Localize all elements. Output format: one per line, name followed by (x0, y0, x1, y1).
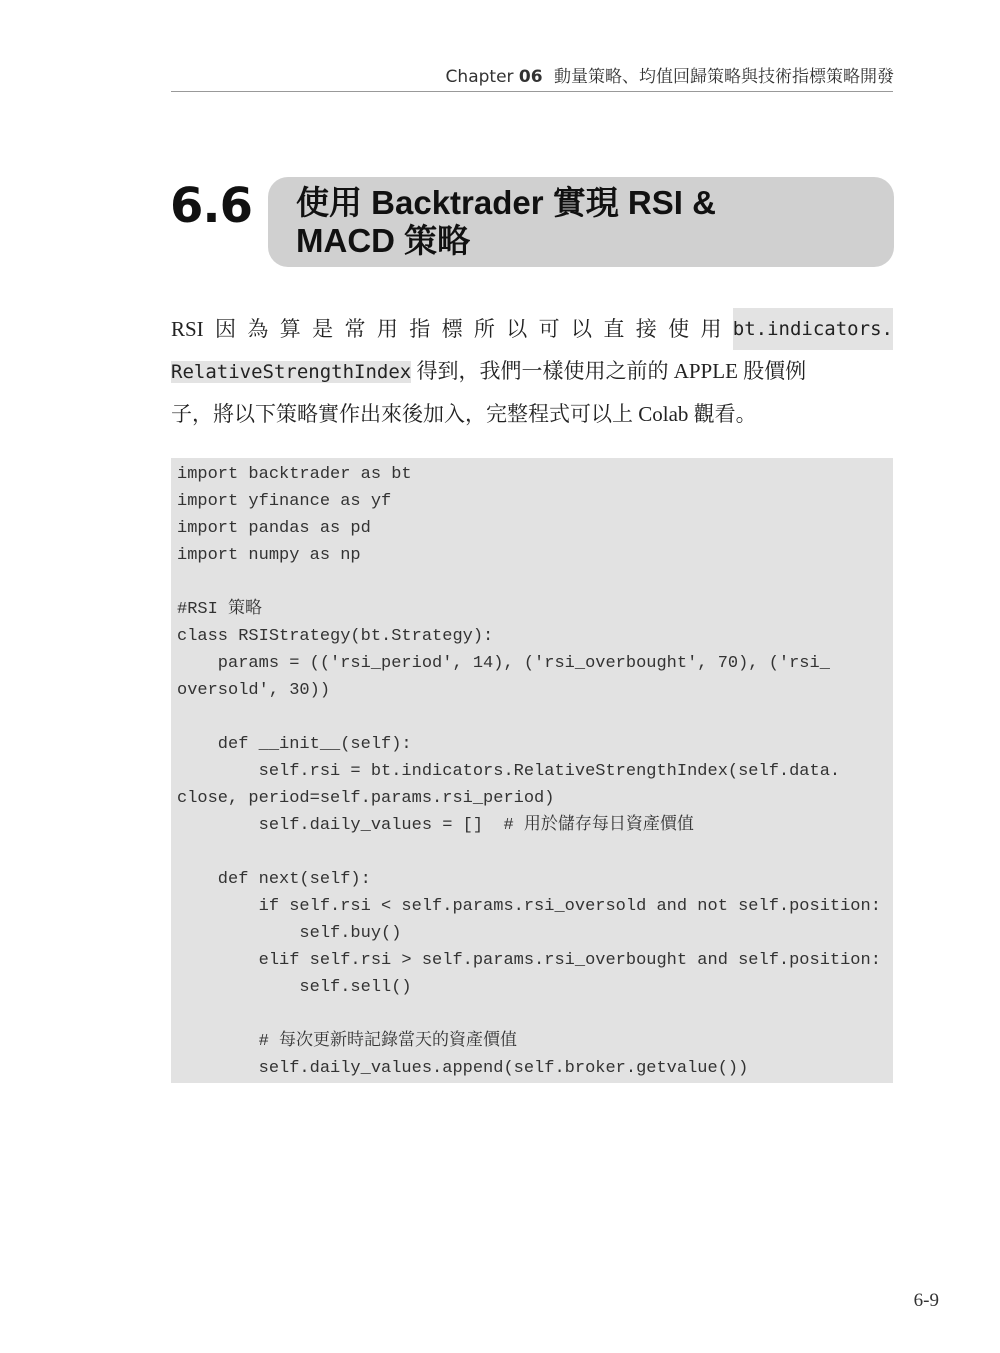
code-line: close, period=self.params.rsi_period) (177, 789, 555, 808)
paragraph-word: 用 (376, 317, 398, 341)
section-number: 6.6 (170, 178, 253, 234)
code-line: self.buy() (177, 924, 402, 943)
paragraph-line-2 (171, 350, 893, 393)
paragraph-word: 為 (247, 317, 269, 341)
code-line (177, 704, 893, 731)
paragraph-line-1 (171, 308, 893, 350)
code-line: class RSIStrategy(bt.Strategy): (177, 627, 494, 646)
code-line: self.daily_values.append(self.broker.getvalue()) (177, 1059, 749, 1078)
code-line: # 每次更新時記錄當天的資產價值 (177, 1032, 518, 1051)
paragraph-word: 算 (279, 317, 301, 341)
paragraph-word: 可 (538, 317, 560, 341)
section-title-box (268, 177, 894, 267)
paragraph-word: 是 (312, 317, 334, 341)
section-title: 使用 Backtrader 實現 RSI & MACD 策略 (296, 184, 716, 259)
paragraph-word: 使 (668, 317, 690, 341)
paragraph-text: 得到，我們一樣使用之前的 APPLE 股價例 (411, 359, 807, 383)
paragraph-word: 所 (473, 317, 495, 341)
paragraph-word: 因 (215, 317, 237, 341)
code-line: import numpy as np (177, 546, 361, 565)
code-line: if self.rsi < self.params.rsi_oversold and not self.position: (177, 897, 881, 916)
paragraph-line-3: 子，將以下策略實作出來後加入，完整程式可以上 Colab 觀看。 (171, 402, 757, 426)
code-line: self.rsi = bt.indicators.RelativeStrengthIndex(self.data. (177, 762, 841, 781)
paragraph-word: 用 (700, 317, 722, 341)
code-line: self.daily_values = [] # 用於儲存每日資產價值 (177, 816, 694, 835)
inline-code: bt.indicators. (733, 308, 893, 350)
code-line: def __init__(self): (177, 735, 412, 754)
chapter-number: 06 (518, 67, 543, 87)
chapter-label: Chapter (445, 67, 514, 87)
code-line: params = (('rsi_period', 14), ('rsi_overbought', 70), ('rsi_ (177, 654, 830, 673)
paragraph-word: 以 (571, 317, 592, 341)
code-line (177, 839, 893, 866)
code-block (171, 458, 893, 1083)
page-number: 6-9 (913, 1290, 939, 1311)
body-paragraph (171, 308, 893, 435)
paragraph-word: 指 (409, 317, 431, 341)
code-line: import yfinance as yf (177, 492, 392, 511)
code-line: elif self.rsi > self.params.rsi_overbought and self.position: (177, 951, 881, 970)
header-divider (171, 91, 893, 92)
paragraph-word: 接 (635, 317, 657, 341)
paragraph-word: 標 (441, 317, 463, 341)
code-line: import pandas as pd (177, 519, 371, 538)
paragraph-word: 常 (344, 317, 366, 341)
inline-code: RelativeStrengthIndex (171, 361, 412, 383)
code-line: oversold', 30)) (177, 681, 331, 700)
chapter-title: 動量策略、均值回歸策略與技術指標策略開發 (554, 67, 894, 87)
code-line: import backtrader as bt (177, 465, 412, 484)
paragraph-word: 以 (506, 317, 528, 341)
paragraph-word: RSI (171, 317, 204, 341)
paragraph-word: 直 (603, 317, 625, 341)
running-header (446, 62, 894, 87)
code-line (177, 569, 893, 596)
code-line: def next(self): (177, 870, 371, 889)
code-line (177, 1001, 893, 1028)
code-line: self.sell() (177, 978, 412, 997)
code-line: #RSI 策略 (177, 600, 263, 619)
